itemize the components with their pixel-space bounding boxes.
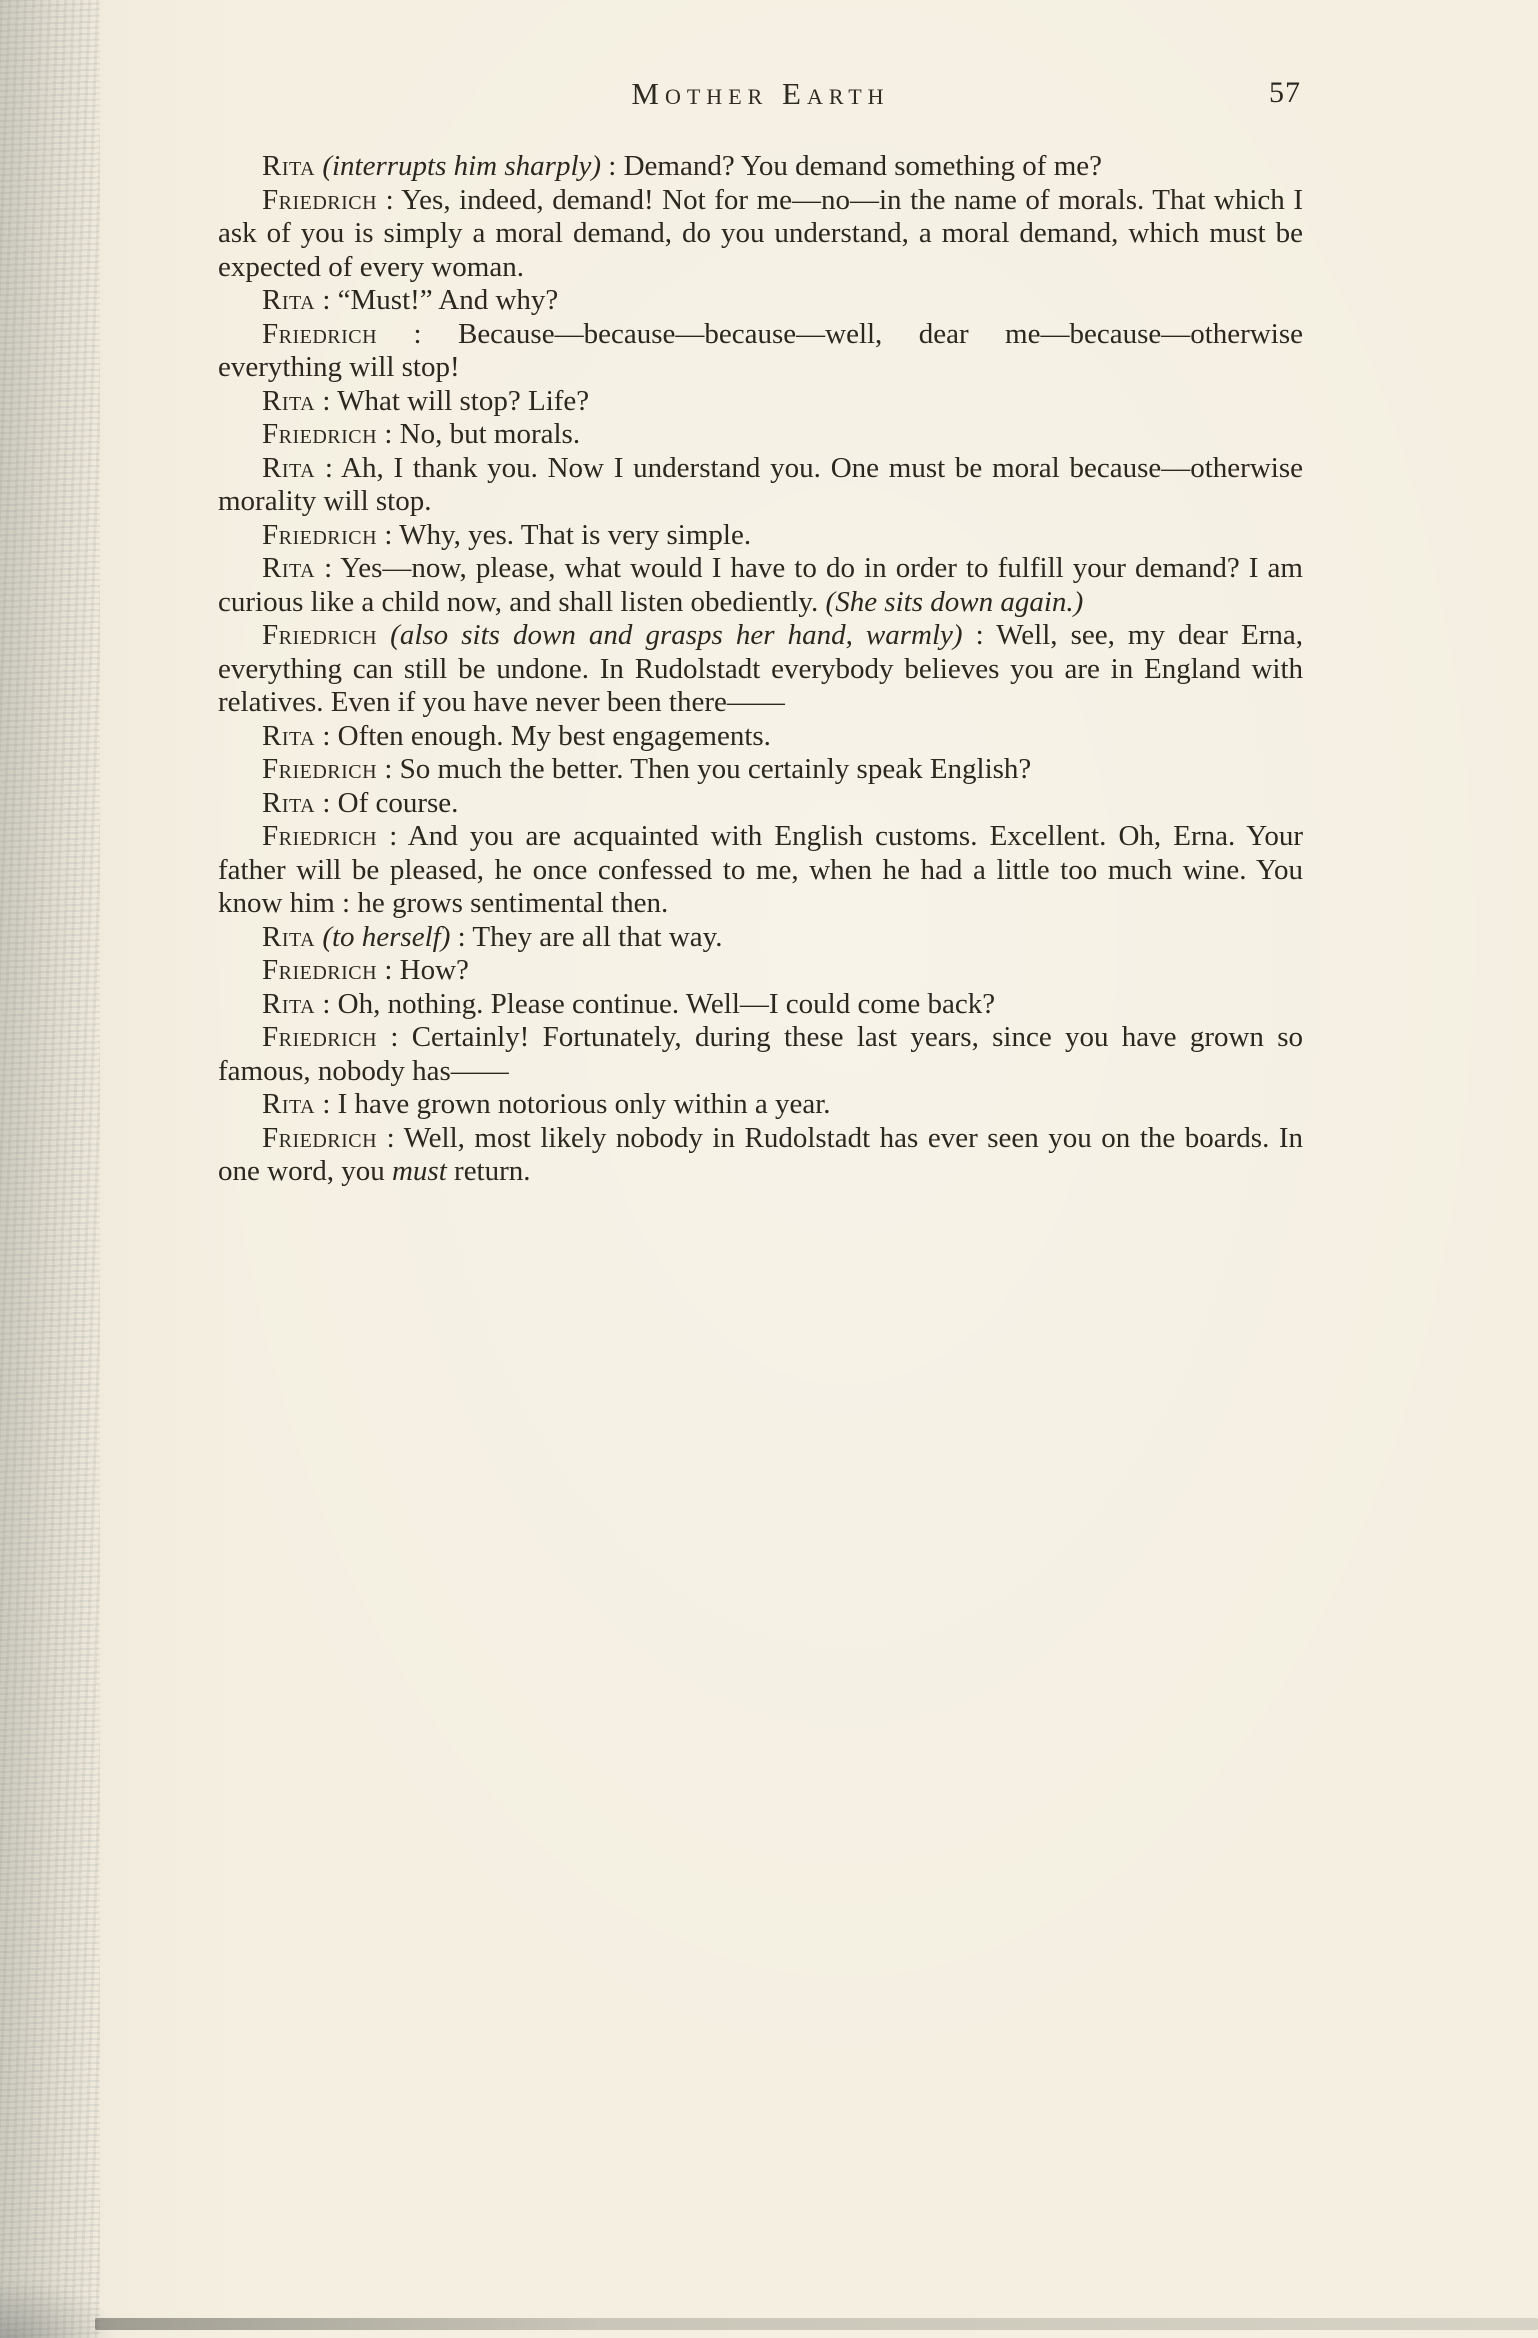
- dialogue-text: : Well, see, my dear Erna, everything can still be undone. In Rudolstadt everybody believes you are in England with relatives. Even if you have never been there——: [218, 619, 1303, 718]
- paragraph: [218, 787, 1303, 821]
- dialogue-text: : So much the better. Then you certainly speak English?: [377, 753, 1032, 785]
- dialogue-text: : They are all that way.: [450, 920, 723, 953]
- dialogue-text: : “Must!” And why?: [315, 284, 559, 316]
- speaker-name: Rita: [262, 987, 316, 1020]
- paragraph: [218, 988, 1303, 1022]
- scan-edge-left-texture: [0, 0, 100, 2338]
- paragraph: [218, 418, 1303, 452]
- speaker-name: Friedrich: [262, 183, 378, 216]
- dialogue-text: : Because—because—because—well, dear me—because—otherwise everything will stop!: [218, 317, 1303, 383]
- paragraph: [218, 552, 1303, 619]
- speaker-name: Rita: [262, 786, 316, 819]
- speaker-name: Friedrich: [262, 1121, 378, 1154]
- scan-edge-bottom-band: [95, 2318, 1538, 2330]
- paragraph: [218, 519, 1303, 553]
- speaker-name: Friedrich: [262, 753, 378, 785]
- dialogue-text: : Ah, I thank you. Now I understand you. One must be moral because—otherwise morality will stop.: [218, 451, 1303, 517]
- paragraph: [218, 921, 1303, 955]
- speaker-name: Friedrich: [262, 418, 378, 450]
- speaker-name: Friedrich: [262, 317, 378, 350]
- stage-direction: (She sits down again.): [825, 585, 1084, 618]
- stage-direction: (to herself): [322, 920, 451, 953]
- paragraph: [218, 1122, 1303, 1189]
- paragraph: [218, 720, 1303, 754]
- speaker-name: Rita: [262, 719, 316, 752]
- paragraph: [218, 150, 1303, 184]
- paragraph: [218, 452, 1303, 519]
- paragraph: [218, 954, 1303, 988]
- speaker-name: Rita: [262, 284, 316, 316]
- dialogue-text: : Demand? You demand something of me?: [601, 150, 1103, 182]
- speaker-name: Rita: [262, 920, 316, 953]
- stage-direction: must: [391, 1155, 447, 1187]
- page-title: Mother Earth: [631, 76, 890, 111]
- paragraph: [218, 318, 1303, 385]
- paragraph: [218, 1088, 1303, 1122]
- dialogue-text: : Oh, nothing. Please continue. Well—I could come back?: [315, 987, 996, 1020]
- dialogue-text: : Yes, indeed, demand! Not for me—no—in the name of morals. That which I ask of you is simply a moral demand, do you understand, a moral demand, which must be expected of every woman.: [218, 183, 1303, 283]
- page-content: [218, 76, 1303, 1189]
- speaker-name: Rita: [262, 451, 316, 484]
- dialogue-text: : Well, most likely nobody in Rudolstadt has ever seen you on the boards. In one word, you: [218, 1121, 1303, 1187]
- speaker-name: Rita: [262, 150, 316, 182]
- dialogue-text: : How?: [377, 954, 469, 986]
- paragraph: [218, 619, 1303, 720]
- speaker-name: Friedrich: [262, 619, 378, 651]
- dialogue-text: : Of course.: [315, 786, 459, 819]
- dialogue-text: : I have grown notorious only within a year.: [315, 1088, 831, 1120]
- paragraph: [218, 184, 1303, 285]
- paragraph: [218, 385, 1303, 419]
- speaker-name: Rita: [262, 552, 316, 584]
- speaker-name: Rita: [262, 384, 316, 417]
- speaker-name: Friedrich: [262, 518, 378, 551]
- stage-direction: (also sits down and grasps her hand, warmly): [390, 619, 963, 651]
- speaker-name: Friedrich: [262, 820, 378, 852]
- dialogue-text: : And you are acquainted with English customs. Excellent. Oh, Erna. Your father will be pleased, he once confessed to me, when he had a little too much wine. You know him : he grows sentimental then.: [218, 820, 1303, 919]
- dialogue-text: : Why, yes. That is very simple.: [377, 518, 752, 551]
- speaker-name: Friedrich: [262, 1021, 378, 1053]
- speaker-name: Rita: [262, 1088, 316, 1120]
- dialogue-text: : Often enough. My best engagements.: [315, 719, 771, 752]
- stage-direction: (interrupts him sharply): [315, 150, 602, 182]
- dialogue-text: [377, 619, 390, 651]
- paragraph: [218, 1021, 1303, 1088]
- paragraph: [218, 820, 1303, 921]
- page-header: [218, 76, 1303, 120]
- page-number: 57: [1269, 76, 1301, 109]
- dialogue-text: return.: [446, 1155, 531, 1187]
- paragraph: [218, 284, 1303, 318]
- dialogue-text: : Yes—now, please, what would I have to do in order to fulfill your demand? I am curious like a child now, and shall listen obediently.: [218, 552, 1303, 618]
- dialogue-text: : No, but morals.: [377, 418, 581, 450]
- dialogue-text: : What will stop? Life?: [315, 384, 590, 417]
- page-body: [218, 150, 1303, 1189]
- speaker-name: Friedrich: [262, 954, 378, 986]
- paragraph: [218, 753, 1303, 787]
- dialogue-text: : Certainly! Fortunately, during these last years, since you have grown so famous, nobody has——: [218, 1021, 1303, 1087]
